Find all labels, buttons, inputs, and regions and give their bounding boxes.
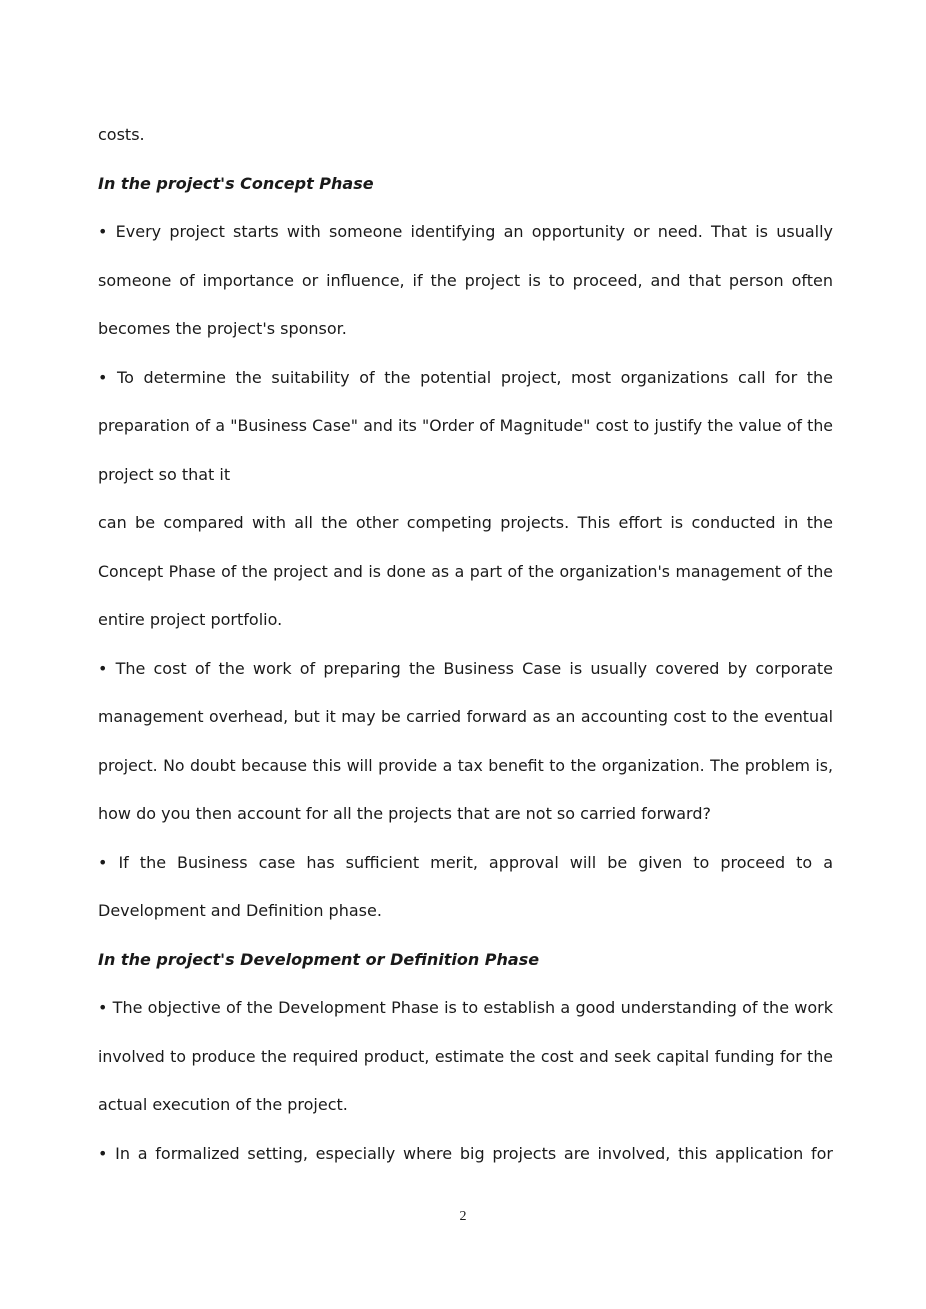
paragraph-line: preparation of a "Business Case" and its "Order of Magnitude" cost to justify the value of the [98,416,833,435]
bullet-line: • Every project starts with someone identifying an opportunity or need. That is usually [98,222,833,241]
paragraph-line: Development and Definition phase. [98,901,382,920]
paragraph-line: project so that it [98,464,231,484]
section-heading-development-phase: In the project's Development or Definition Phase [98,949,540,969]
section-heading-concept-phase: In the project's Concept Phase [98,173,374,193]
bullet-line: • In a formalized setting, especially where big projects are involved, this application for [98,1143,833,1163]
paragraph-line: involved to produce the required product, estimate the cost and seek capital funding for the [98,1046,833,1066]
paragraph-line: actual execution of the project. [98,1095,348,1114]
paragraph-line: Concept Phase of the project and is done as a part of the organization's management of the [98,561,833,581]
paragraph-line: costs. [98,125,145,144]
paragraph-line: can be compared with all the other competing projects. This effort is conducted in the [98,513,833,532]
bullet-line: • The cost of the work of preparing the Business Case is usually covered by corporate [98,658,833,678]
document-body [98,111,833,1178]
bullet-line: • If the Business case has sufficient merit, approval will be given to proceed to a [98,852,833,872]
paragraph-line: someone of importance or influence, if the project is to proceed, and that person often [98,270,833,290]
paragraph-line: project. No doubt because this will provide a tax benefit to the organization. The problem is, [98,755,833,775]
paragraph-line: management overhead, but it may be carried forward as an accounting cost to the eventual [98,707,833,726]
page-number: 2 [459,1209,467,1224]
paragraph-line: becomes the project's sponsor. [98,319,347,338]
paragraph-line: how do you then account for all the projects that are not so carried forward? [98,804,711,823]
paragraph-line: entire project portfolio. [98,610,283,629]
bullet-line: • To determine the suitability of the potential project, most organizations call for the [98,367,833,387]
bullet-line: • The objective of the Development Phase is to establish a good understanding of the work [98,998,833,1017]
